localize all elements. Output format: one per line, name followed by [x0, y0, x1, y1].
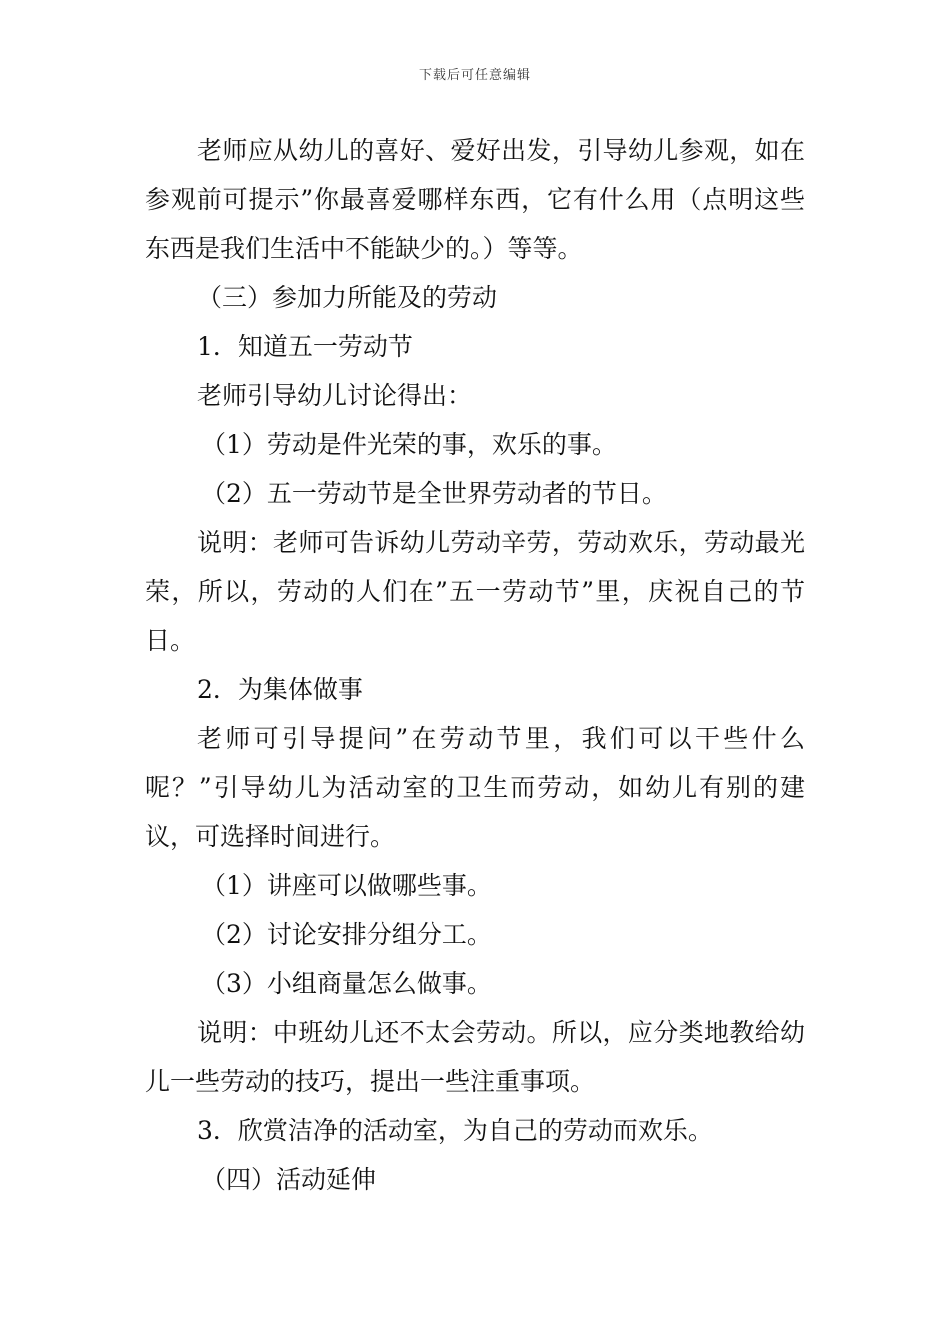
paragraph-note-2: 说明：中班幼儿还不太会劳动。所以，应分类地教给幼儿一些劳动的技巧，提出一些注重事项。 [145, 1018, 805, 1096]
list-item-2: （2）五一劳动节是全世界劳动者的节日。 [201, 479, 667, 508]
paragraph-visit-guidance: 老师应从幼儿的喜好、爱好出发，引导幼儿参观，如在参观前可提示”你最喜爱哪样东西，它有什么用（点明这些东西是我们生活中不能缺少的。）等等。 [145, 136, 805, 263]
paragraph-discussion-intro: 老师引导幼儿讨论得出： [197, 381, 473, 410]
list-item-1: （1）劳动是件光荣的事，欢乐的事。 [201, 430, 617, 459]
list-item-4: （2）讨论安排分组分工。 [201, 920, 492, 949]
section-heading-four: （四）活动延伸 [201, 1165, 377, 1194]
section-heading-three: （三）参加力所能及的劳动 [197, 283, 498, 312]
paragraph-note-1: 说明：老师可告诉幼儿劳动辛劳，劳动欢乐，劳动最光荣，所以，劳动的人们在”五一劳动节”里，庆祝自己的节日。 [145, 528, 805, 655]
list-item-5: （3）小组商量怎么做事。 [201, 969, 492, 998]
item-heading-3: 3．欣赏洁净的活动室，为自己的劳动而欢乐。 [197, 1116, 713, 1145]
page-header: 下载后可任意编辑 [418, 68, 531, 83]
item-heading-2: 2．为集体做事 [197, 675, 363, 704]
list-item-3: （1）讲座可以做哪些事。 [201, 871, 492, 900]
document-body [145, 126, 805, 1204]
paragraph-question: 老师可引导提问”在劳动节里，我们可以干些什么呢？”引导幼儿为活动室的卫生而劳动，如幼儿有别的建议，可选择时间进行。 [145, 724, 805, 851]
item-heading-1: 1．知道五一劳动节 [197, 332, 413, 361]
